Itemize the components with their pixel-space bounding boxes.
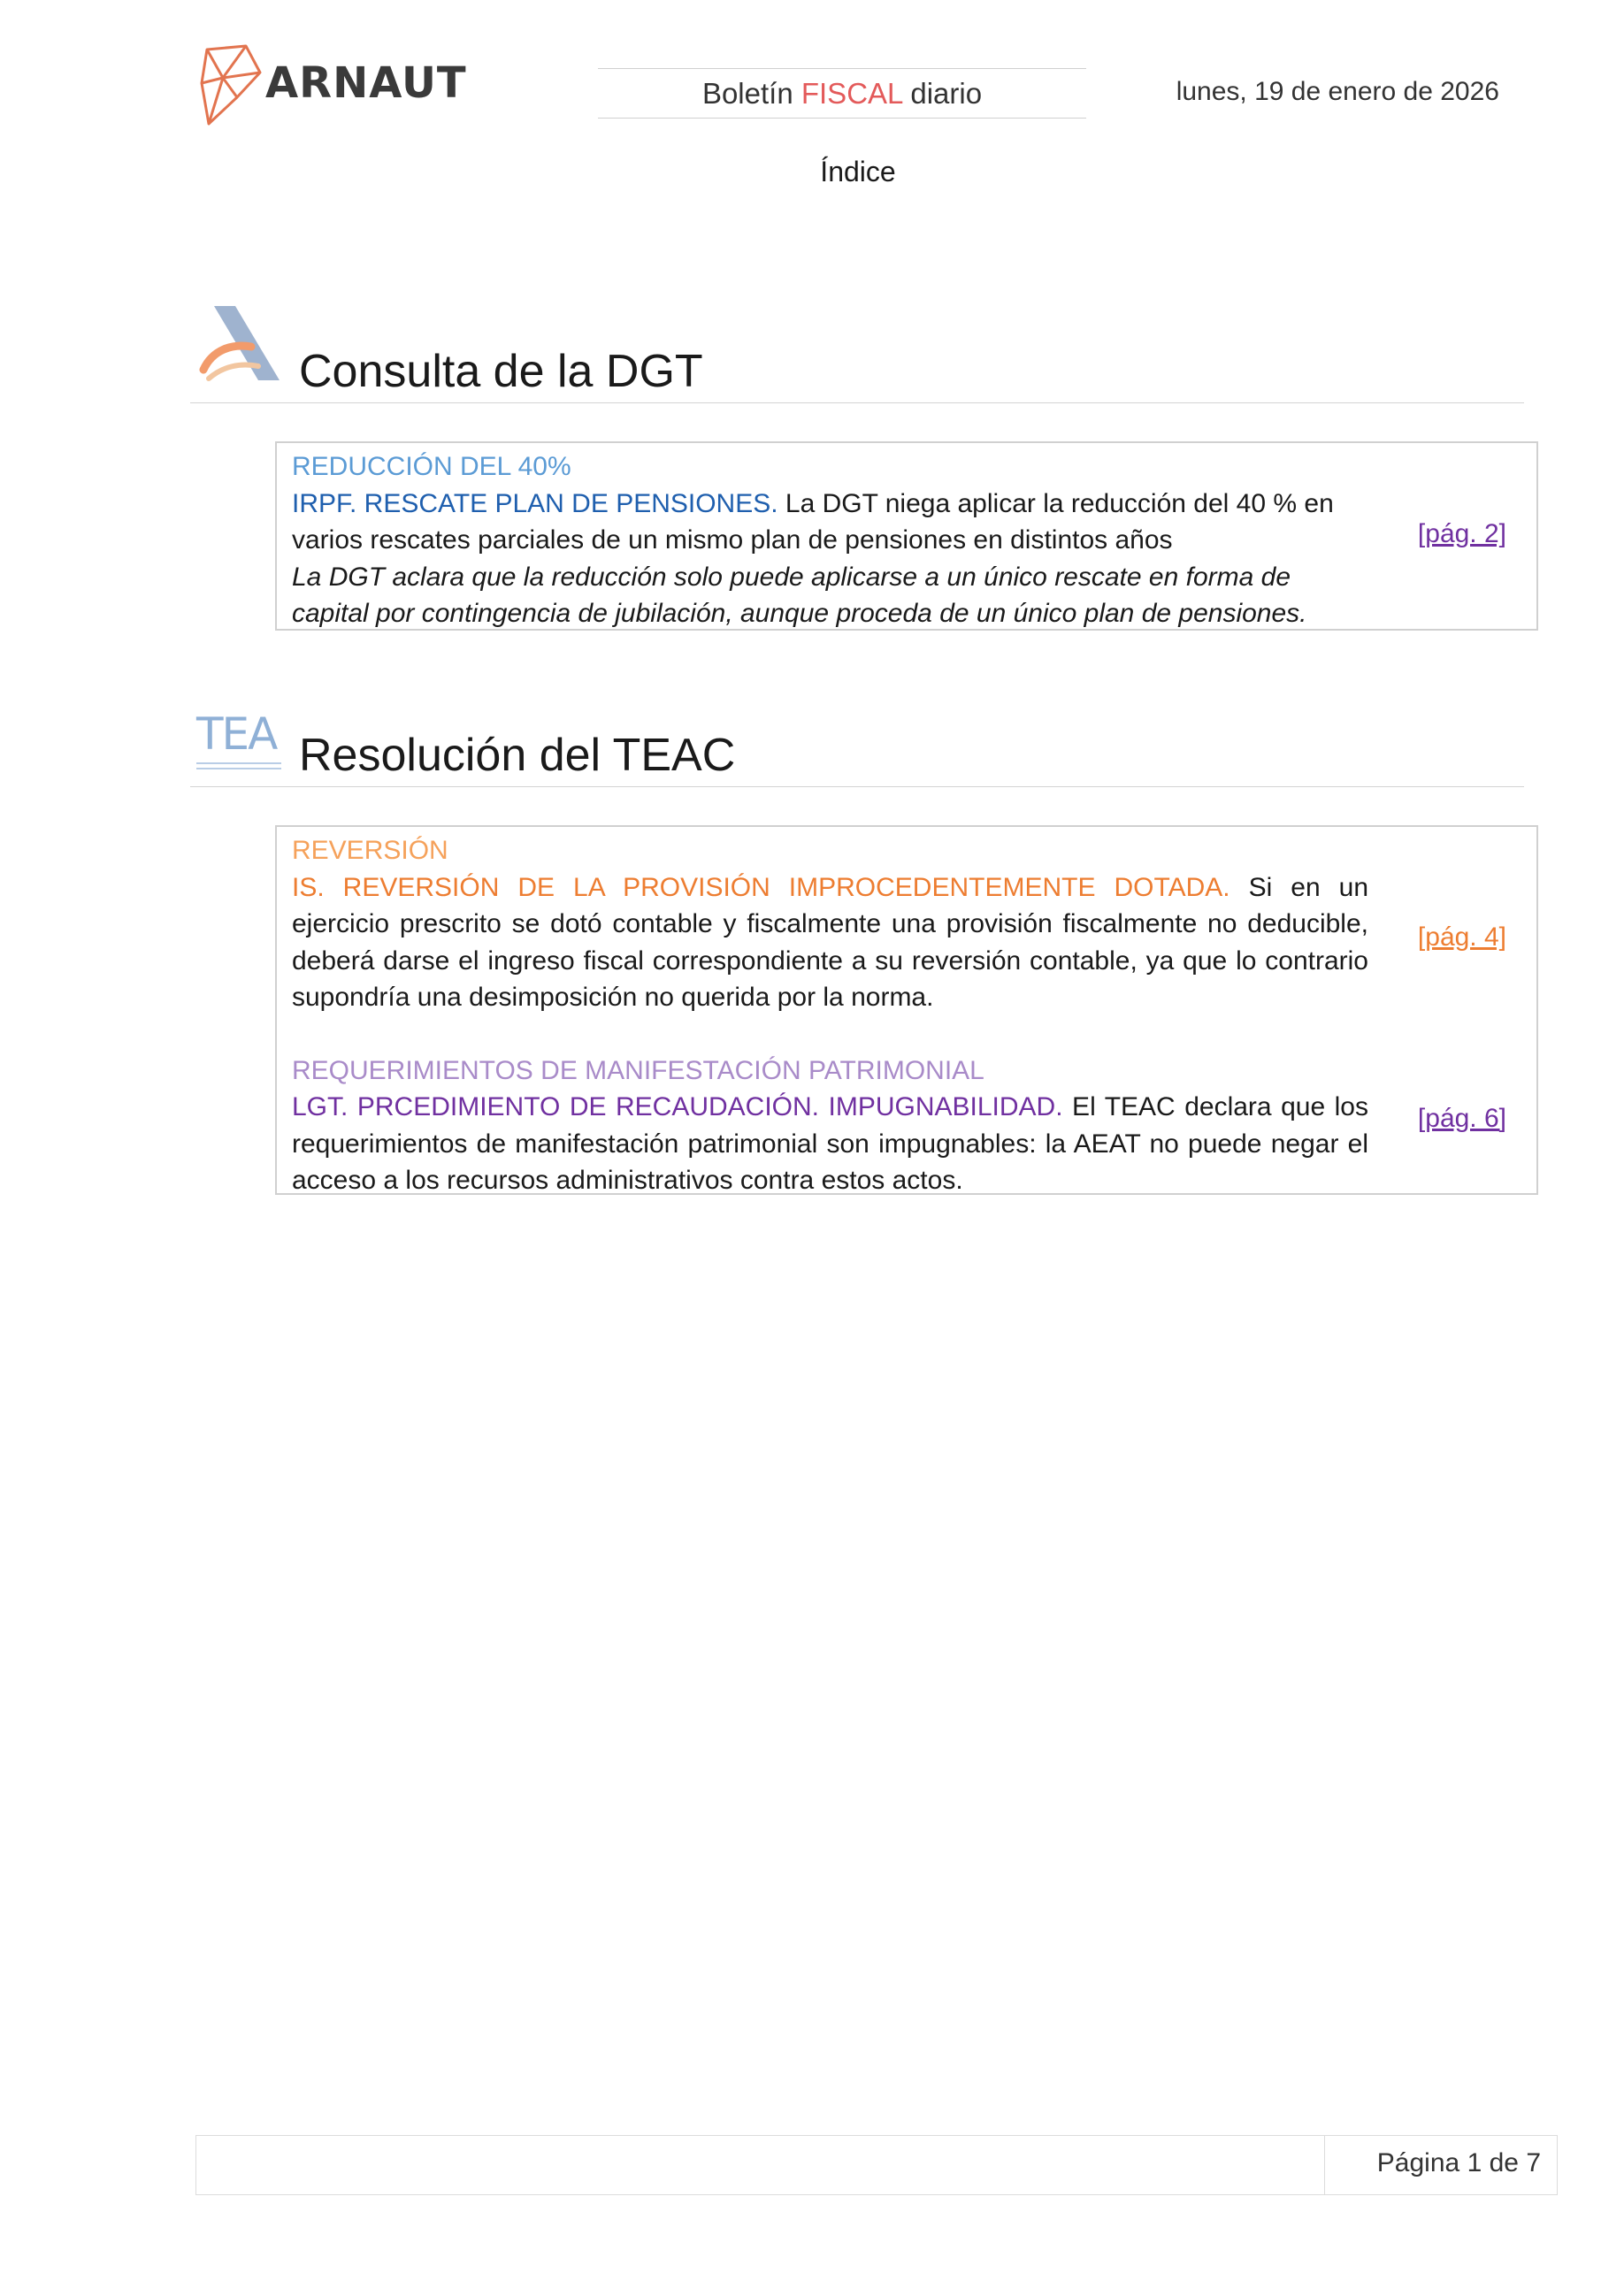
entry-category: REQUERIMIENTOS DE MANIFESTACIÓN PATRIMONIAL: [292, 1055, 984, 1085]
entry-text: La DGT niega aplicar la reducción del 40 % en varios rescates parciales de un mismo plan de pensiones en distintos años: [292, 488, 1334, 555]
page-label: Página: [1376, 2148, 1460, 2177]
footer-divider: [1324, 2136, 1325, 2194]
entry-text: El TEAC declara que los requerimientos de manifestación patrimonial son impugnables: la AEAT no puede negar el acceso a los recursos administrativos contra estos actos.: [292, 1092, 1368, 1195]
entry-teac-1: [292, 832, 1536, 1016]
arnaut-logo: [196, 42, 467, 131]
entry-dgt-1: [292, 448, 1536, 632]
page-current: 1: [1467, 2148, 1482, 2177]
entry-body: [292, 869, 1368, 1016]
entry-heading: IRPF. RESCATE PLAN DE PENSIONES.: [292, 488, 778, 518]
entry-category: REVERSIÓN: [292, 836, 448, 865]
entry-text: Si en un ejercicio prescrito se dotó contable y fiscalmente una provisión fiscalmente no deducible, deberá darse el ingreso fiscal correspondiente a su reversión contable, ya que lo contrario supondría una desimposición no querida por la norma.: [292, 872, 1369, 1012]
footer: [195, 2135, 1558, 2195]
section-title-dgt: Consulta de la DGT: [299, 346, 703, 397]
page-number: [1377, 2148, 1541, 2178]
index-title: Índice: [820, 156, 896, 188]
entry-category: REDUCCIÓN DEL 40%: [292, 452, 571, 481]
section-divider: [190, 786, 1524, 787]
entry-summary: La DGT aclara que la reducción solo puede aplicarse a un único rescate en forma de capital por contingencia de jubilación, aunque proceda de un único plan de pensiones.: [292, 562, 1307, 628]
tea-logo-icon: [196, 708, 281, 769]
bulletin-date: lunes, 19 de enero de 2026: [1176, 77, 1499, 106]
page-link-2[interactable]: [pág. 2]: [1417, 519, 1506, 548]
bulletin-title-pre: Boletín: [701, 77, 801, 110]
aeat-logo-icon: [196, 301, 285, 390]
brand-name: ARNAUT: [265, 58, 467, 108]
page-link-4[interactable]: [pág. 4]: [1417, 922, 1506, 952]
bulletin-title-highlight: FISCAL: [801, 77, 903, 110]
bulletin-title-post: diario: [902, 77, 983, 110]
arnaut-logo-icon: [196, 42, 267, 131]
entry-box-teac: [275, 825, 1538, 1195]
page-of: de: [1489, 2148, 1519, 2177]
section-divider: [190, 402, 1524, 403]
entry-teac-2: [292, 1052, 1536, 1199]
section-title-teac: Resolución del TEAC: [299, 730, 736, 781]
page-link-6[interactable]: [pág. 6]: [1417, 1103, 1506, 1133]
entry-body: [292, 1089, 1368, 1199]
tea-logo-text: TEA: [196, 708, 277, 760]
entry-heading: LGT. PRCEDIMIENTO DE RECAUDACIÓN. IMPUGNABILIDAD.: [292, 1092, 1063, 1121]
entry-body: [292, 486, 1368, 559]
bulletin-title: [598, 68, 1086, 119]
entry-heading: IS. REVERSIÓN DE LA PROVISIÓN IMPROCEDENTEMENTE DOTADA.: [292, 872, 1230, 902]
entry-box-dgt: [275, 441, 1538, 631]
page-total: 7: [1526, 2148, 1541, 2177]
